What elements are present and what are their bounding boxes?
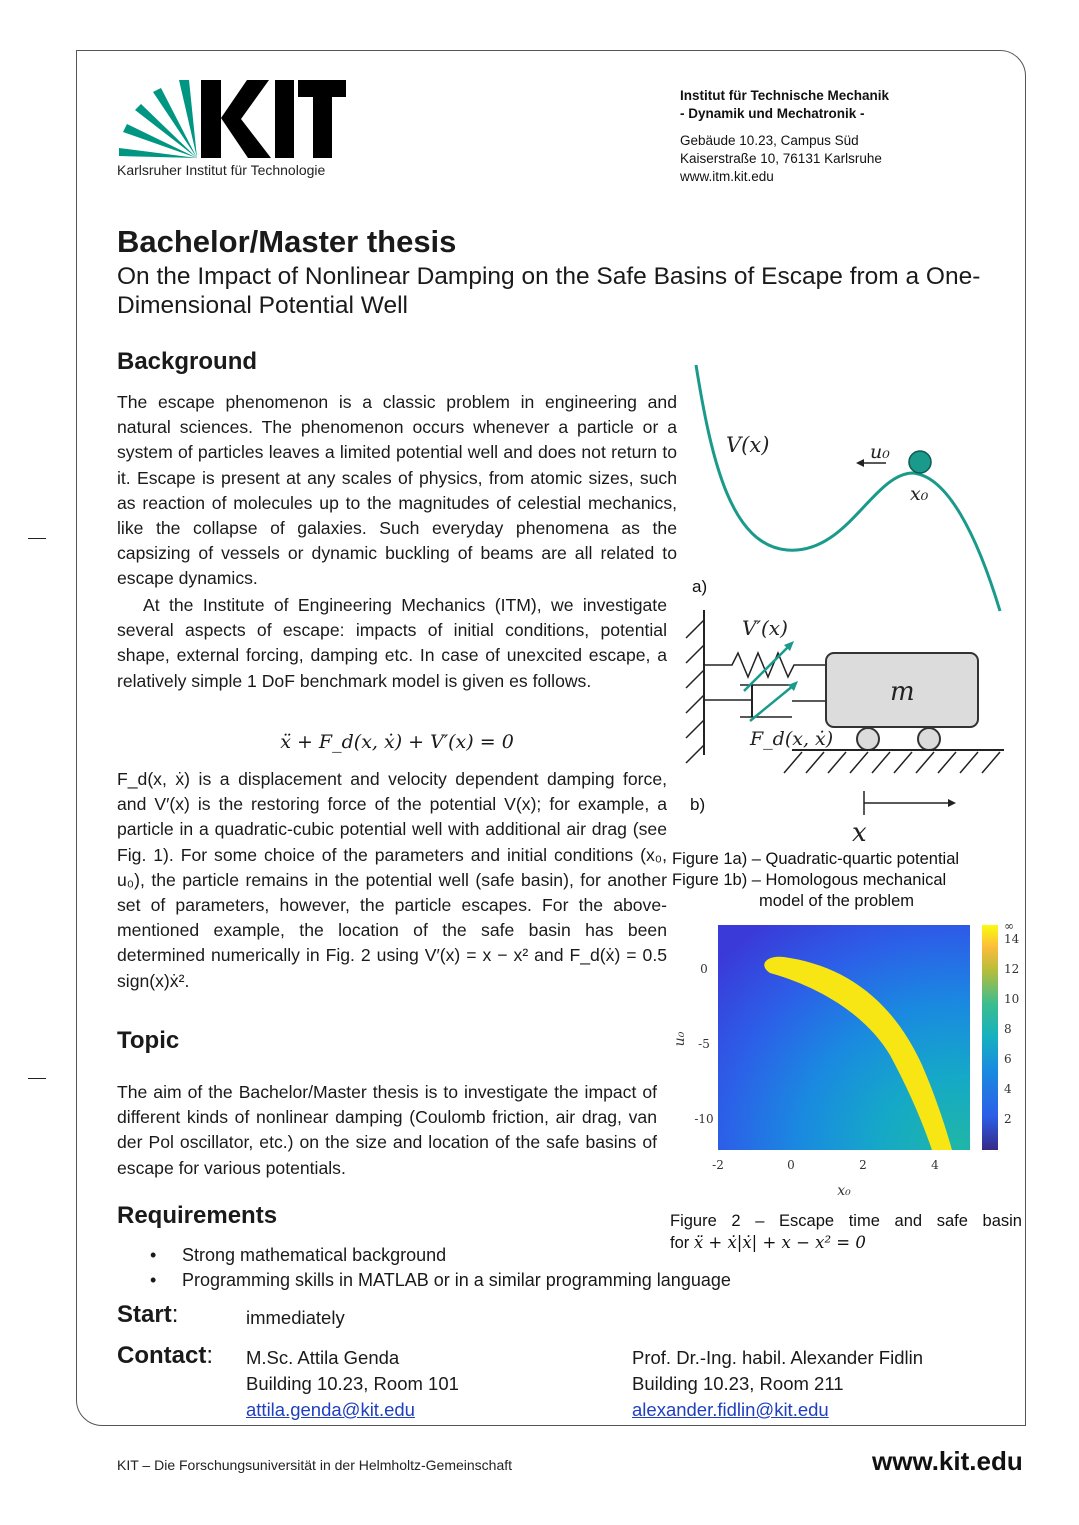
institute-website: www.itm.kit.edu (680, 169, 774, 184)
contact-room: Building 10.23, Room 101 (246, 1373, 459, 1394)
figure-2-caption-cont: for ẍ + ẋ|ẋ| + x − x² = 0 (670, 1233, 866, 1252)
spring (704, 653, 826, 677)
colorbar-tick: ∞ (1004, 919, 1014, 933)
colorbar-tick: 6 (1004, 1052, 1012, 1066)
colorbar-tick: 8 (1004, 1022, 1012, 1036)
potential-curve (696, 365, 1000, 611)
position-label: x₀ (910, 483, 929, 505)
fold-mark (28, 1078, 46, 1079)
contact-email-link[interactable]: alexander.fidlin@kit.edu (632, 1399, 829, 1420)
wheel (857, 728, 879, 750)
start-value: immediately (246, 1307, 345, 1328)
y-tick-label: -5 (698, 1037, 710, 1051)
background-paragraph-3: F_d(x, ẋ) is a displacement and velocity dependent damping force, and V′(x) is the restoring force of the potential V(x); for example, a particle in a quadratic-cubic potential well with additional air drag (see Fig. 1). For some choice of the parameters and initial conditions (x₀, u₀), the particle remains in the potential well (safe basin), for another set of parameters, however, the particle escapes. For the above-mentioned example, the location of the safe basin has been determined numerically in Fig. 2 using V′(x) = x − x² and F_d(ẋ) = 0.5 sign(x)ẋ². (117, 769, 667, 991)
x-tick-label: 4 (931, 1158, 939, 1172)
contact-name: M.Sc. Attila Genda (246, 1347, 400, 1368)
figure-1 (672, 355, 1012, 855)
y-tick-label: -10 (694, 1112, 714, 1126)
x-axis-label: x₀ (837, 1183, 851, 1199)
contact-name: Prof. Dr.-Ing. habil. Alexander Fidlin (632, 1347, 924, 1368)
figure-1a-caption: Figure 1a) – Quadratic-quartic potential (672, 850, 960, 868)
start-label: Start: (117, 1301, 179, 1328)
mass-label: m (890, 677, 915, 707)
background-heading: Background (117, 348, 258, 375)
topic-text: The aim of the Bachelor/Master thesis is to investigate the impact of different kinds of nonlinear damping (Coulomb friction, air drag, van der Pol oscillator, etc.) on the size and location of the safe basins of escape for various potentials. (117, 1082, 657, 1178)
equation-of-motion: ẍ + F_d(x, ẋ) + V′(x) = 0 (280, 731, 514, 753)
list-item: • Strong mathematical background (150, 1243, 731, 1268)
contact-person-2 (632, 1345, 923, 1423)
fold-mark (28, 538, 46, 539)
wheel (918, 728, 940, 750)
restoring-force-label: V′(x) (742, 616, 788, 640)
contact-email-link[interactable]: attila.genda@kit.edu (246, 1399, 415, 1420)
figure-label-b: b) (690, 795, 706, 814)
particle-ball (909, 451, 931, 473)
colorbar (982, 925, 998, 1150)
institute-name: Institut für Technische Mechanik (680, 88, 890, 103)
address-line: Kaiserstraße 10, 76131 Karlsruhe (680, 151, 882, 166)
background-paragraph-1: The escape phenomenon is a classic problem in engineering and natural sciences. The phenomenon occurs whenever a particle or a system of particles leaves a limited potential well and does not return to it. Escape is present at any scales of physics, from atomic sizes, such as reaction of molecules up to the magnitudes of celestial mechanics, like the collapse of galaxies. Such everyday phenomena as the capsizing of vessels or dynamic buckling of beams are all related to escape dynamics. (117, 392, 677, 589)
contact-person-1 (246, 1345, 459, 1423)
page-title: Bachelor/Master thesis (117, 224, 457, 259)
colorbar-tick: 4 (1004, 1082, 1012, 1096)
y-axis-label: u₀ (672, 1031, 688, 1047)
x-tick-label: -2 (712, 1158, 724, 1172)
footer-text: KIT – Die Forschungsuniversität in der Helmholtz-Gemeinschaft (117, 1457, 513, 1473)
figure-label-a: a) (692, 577, 708, 596)
damping-force-label: F_d(x, ẋ) (750, 728, 834, 750)
colorbar-tick: 10 (1004, 992, 1020, 1006)
background-paragraph-2: At the Institute of Engineering Mechanics (ITM), we investigate several aspects of escape: impacts of initial conditions, potential shape, external forcing, damping etc. In case of unexcited escape, a relatively simple 1 DoF benchmark model is given es follows. (117, 595, 667, 691)
potential-label: V(x) (726, 433, 770, 457)
thesis-subtitle: On the Impact of Nonlinear Damping on the Safe Basins of Escape from a One-Dimensional Potential Well (117, 263, 981, 319)
velocity-label: u₀ (870, 441, 890, 463)
topic-heading: Topic (117, 1027, 180, 1054)
figure-1b-caption-cont: model of the problem (759, 892, 915, 910)
figure-2-caption: Figure 2 – Escape time and safe basin (670, 1212, 1022, 1230)
contact-room: Building 10.23, Room 211 (632, 1373, 844, 1394)
escape-time-heatmap (670, 915, 1030, 1205)
institute-division: - Dynamik und Mechatronik - (680, 106, 865, 121)
y-tick-label: 0 (700, 962, 708, 976)
contact-label: Contact: (117, 1342, 214, 1369)
requirements-list (150, 1243, 731, 1293)
institute-address (680, 87, 889, 186)
figure-1b-caption: Figure 1b) – Homologous mechanical (672, 871, 947, 889)
x-tick-label: 0 (787, 1158, 795, 1172)
address-line: Gebäude 10.23, Campus Süd (680, 133, 859, 148)
coordinate-label: x (852, 818, 867, 848)
footer-url[interactable]: www.kit.edu (872, 1446, 1023, 1476)
requirements-heading: Requirements (117, 1202, 278, 1229)
x-tick-label: 2 (859, 1158, 867, 1172)
colorbar-tick: 12 (1004, 962, 1020, 976)
logo-subtitle: Karlsruher Institut für Technologie (117, 162, 326, 178)
colorbar-tick: 2 (1004, 1112, 1012, 1126)
list-item: • Programming skills in MATLAB or in a similar programming language (150, 1268, 731, 1293)
colorbar-tick: 14 (1004, 932, 1020, 946)
